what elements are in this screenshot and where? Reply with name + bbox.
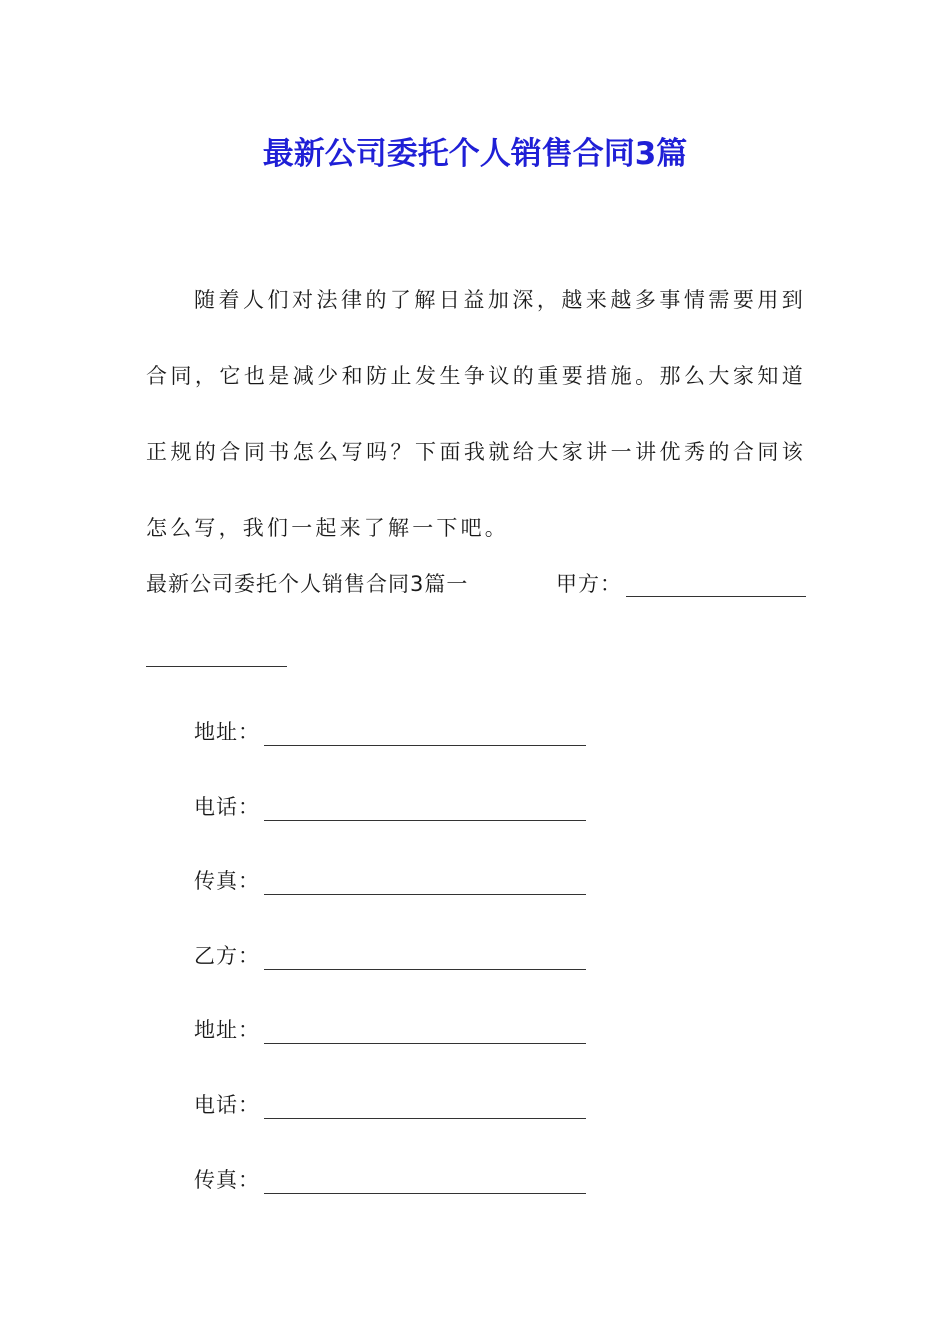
field-label: 传真： [194, 869, 260, 893]
field-label: 乙方： [194, 944, 260, 968]
field-blank [264, 969, 586, 970]
party-a-fax-field [194, 863, 594, 899]
document-title: 最新公司委托个人销售合同3篇 [262, 136, 688, 172]
field-blank [264, 820, 586, 821]
party-b-phone-field [194, 1087, 594, 1123]
party-b-field [194, 938, 594, 974]
party-a-blank [626, 596, 806, 597]
party-b-fax-field [194, 1162, 594, 1198]
field-blank [264, 894, 586, 895]
field-blank [264, 1043, 586, 1044]
intro-paragraph: 随着人们对法律的了解日益加深，越来越多事情需要用到合同，它也是减少和防止发生争议的重要措施。那么大家知道正规的合同书怎么写吗？下面我就给大家讲一讲优秀的合同该怎么写，我们一起来了解一下吧。 [146, 288, 806, 540]
party-a-blank-continued [146, 666, 287, 667]
party-a-phone-field [194, 789, 594, 825]
field-label: 传真： [194, 1168, 260, 1192]
field-blank [264, 1118, 586, 1119]
party-a-label: 甲方： [556, 572, 622, 596]
party-b-address-field [194, 1012, 594, 1048]
field-blank [264, 745, 586, 746]
section-heading-row [146, 566, 806, 602]
field-label: 电话： [194, 795, 260, 819]
party-a-address-field [194, 714, 594, 750]
field-label: 地址： [194, 720, 260, 744]
field-label: 地址： [194, 1018, 260, 1042]
section-title: 最新公司委托个人销售合同3篇一 [146, 572, 469, 596]
field-blank [264, 1193, 586, 1194]
field-label: 电话： [194, 1093, 260, 1117]
